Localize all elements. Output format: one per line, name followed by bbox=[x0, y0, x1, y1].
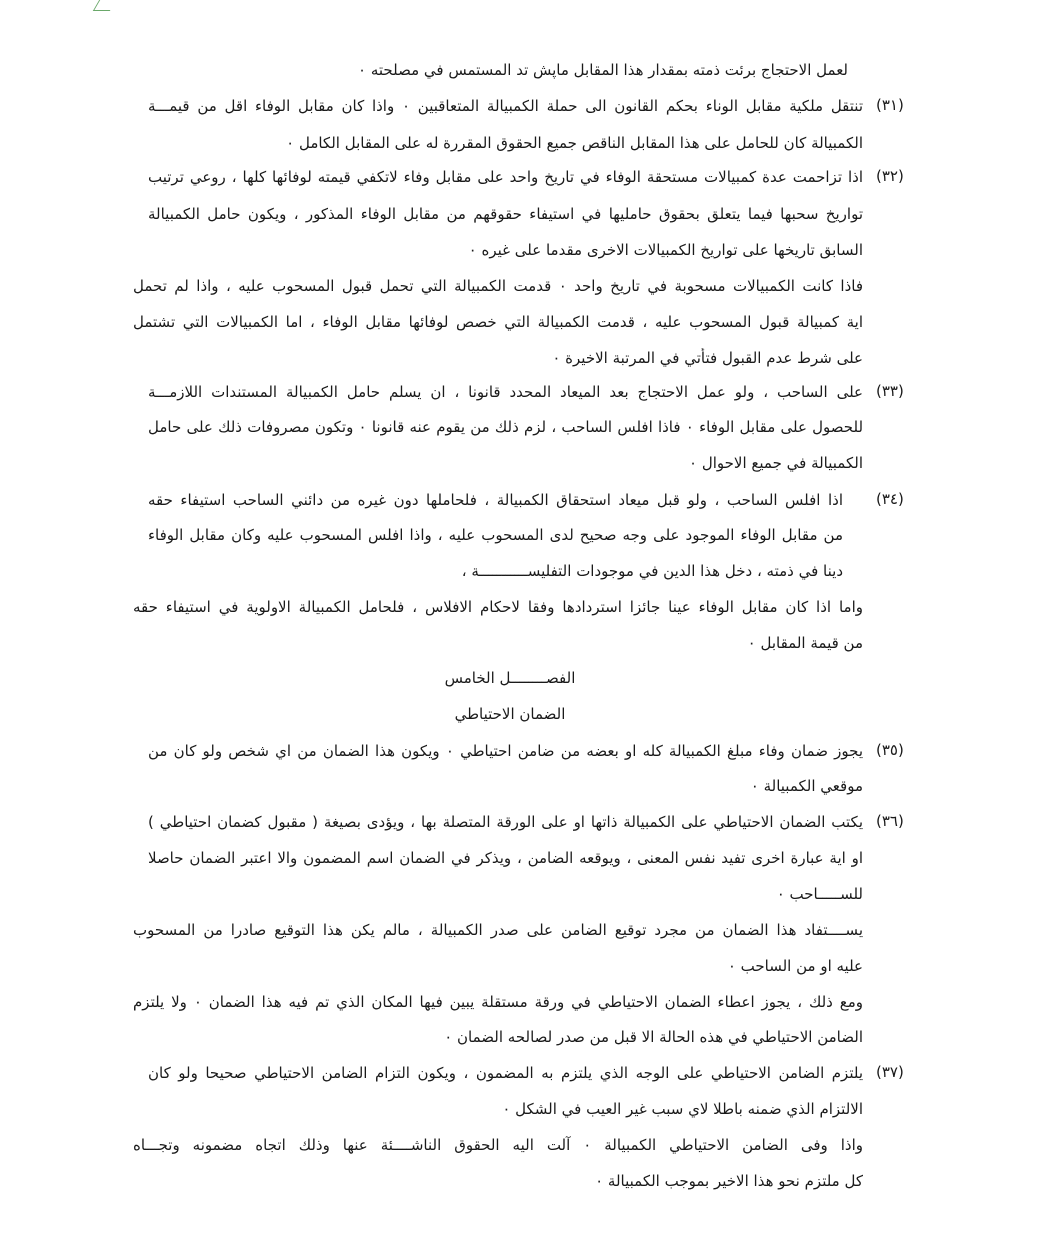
article-number: (٣١) bbox=[876, 96, 904, 114]
text-line: للحصول على مقابل الوفاء ٠ فاذا افلس الساحب ، لزم ذلك من يقوم عنه قانونا ٠ وتكون مصروفات ذلك على حامل bbox=[148, 418, 863, 436]
text-line: اية كمبيالة قبول المسحوب عليه ، قدمت الكمبيالة التي خصص لوفائها مقابل الوفاء ، اما الكمبيالات التي تشتمل bbox=[133, 313, 863, 331]
text-line: واذا وفى الضامن الاحتياطي الكمبيالة ٠ آلت اليه الحقوق الناشــــئة عنها وذلك اتجاه مضمونه وتجـــاه bbox=[133, 1136, 863, 1154]
text-line: الكمبيالة في جميع الاحوال ٠ bbox=[689, 454, 863, 472]
text-line: يســــتفاد هذا الضمان من مجرد توقيع الضامن على صدر الكمبيالة ، مالم يكن هذا التوقيع صادرا من المسحوب bbox=[133, 921, 863, 939]
text-line: الكمبيالة كان للحامل على هذا المقابل الناقص جميع الحقوق المقررة له على المقابل الكامل ٠ bbox=[286, 134, 863, 152]
article-number: (٣٤) bbox=[876, 490, 904, 508]
article-number: (٣٣) bbox=[876, 382, 904, 400]
section-heading: الفصــــــــل الخامس bbox=[444, 669, 576, 687]
text-line: على شرط عدم القبول فتأتي في المرتبة الاخيرة ٠ bbox=[552, 349, 863, 367]
text-line: واما اذا كان مقابل الوفاء عينا جائزا استردادها وفقا لاحكام الافلاس ، فلحامل الكمبيالة الاولوية في استيفاء حقه bbox=[133, 598, 863, 616]
text-line: لعمل الاحتجاج برئت ذمته بمقدار هذا المقابل ماپش تد المستمس في مصلحته ٠ bbox=[358, 61, 848, 79]
article-number: (٣٥) bbox=[876, 741, 904, 759]
text-line: فاذا كانت الكمبيالات مسحوبة في تاريخ واحد ٠ قدمت الكمبيالة التي تحمل قبول المسحوب عليه ، واذا لم تحمل bbox=[133, 277, 863, 295]
text-line: كل ملتزم نحو هذا الاخير بموجب الكمبيالة ٠ bbox=[595, 1172, 863, 1190]
text-line: الضامن الاحتياطي في هذه الحالة الا قبل من صدر لصالحه الضمان ٠ bbox=[444, 1028, 863, 1046]
text-line: عليه او من الساحب ٠ bbox=[727, 957, 863, 975]
article-number: (٣٦) bbox=[876, 812, 904, 830]
text-line: موقعي الكمبيالة ٠ bbox=[750, 777, 863, 795]
text-line: من مقابل الوفاء الموجود على وجه صحيح لدى المسحوب عليه ، واذا افلس المسحوب عليه وكان مقابل الوفاء bbox=[148, 526, 843, 544]
section-subheading: الضمان الاحتياطي bbox=[454, 705, 566, 723]
article-number: (٣٧) bbox=[876, 1063, 904, 1081]
text-line: من قيمة المقابل ٠ bbox=[747, 634, 863, 652]
text-line: يكتب الضمان الاحتياطي على الكمبيالة ذاتها او على الورقة المتصلة بها ، ويؤدى بصيغة ( مقبول كضمان احتياطي ) bbox=[148, 813, 863, 831]
text-line: تواريخ سحبها فيما يتعلق بحقوق حامليها في استيفاء حقوقهم من مقابل الوفاء المذكور ، ويكون حامل الكمبيالة bbox=[148, 205, 863, 223]
text-line: يلتزم الضامن الاحتياطي على الوجه الذي يلتزم به المضمون ، ويكون التزام الضامن الاحتياطي صحيحا ولو كان bbox=[148, 1064, 863, 1082]
text-line: الالتزام الذي ضمنه باطلا لاي سبب غير العيب في الشكل ٠ bbox=[502, 1100, 863, 1118]
text-line: السابق تاريخها على تواريخ الكمبيالات الاخرى مقدما على غيره ٠ bbox=[468, 241, 863, 259]
corner-mark bbox=[93, 0, 116, 11]
text-line: تنتقل ملكية مقابل الوناء بحكم القانون الى حملة الكمبيالة المتعاقبين ٠ واذا كان مقابل الوفاء اقل من قيمـــة bbox=[148, 97, 863, 115]
text-line: او اية عبارة اخرى تفيد نفس المعنى ، ويوقعه الضامن ، ويذكر في الضمان اسم المضمون والا اعتبر الضمان حاصلا bbox=[148, 849, 863, 867]
text-line: ومع ذلك ، يجوز اعطاء الضمان الاحتياطي في ورقة مستقلة يبين فيها المكان الذي تم فيه هذا الضمان ٠ ولا يلتزم bbox=[133, 993, 863, 1011]
text-line: اذا تزاحمت عدة كمبيالات مستحقة الوفاء في تاريخ واحد على مقابل وفاء لاتكفي قيمته لوفائها كلها ، روعي ترتيب bbox=[148, 168, 863, 186]
text-line: دينا في ذمته ، دخل هذا الدين في موجودات التفليســـــــــــة ، bbox=[461, 562, 843, 580]
text-line: يجوز ضمان وفاء مبلغ الكمبيالة كله او بعضه من ضامن احتياطي ٠ ويكون هذا الضمان من اي شخص ولو كان من bbox=[148, 742, 863, 760]
article-number: (٣٢) bbox=[876, 167, 904, 185]
text-line: على الساحب ، ولو عمل الاحتجاج بعد الميعاد المحدد قانونا ، ان يسلم حامل الكمبيالة المستندات اللازمـــة bbox=[148, 383, 863, 401]
text-line: للســـــاحب ٠ bbox=[776, 885, 863, 903]
text-line: اذا افلس الساحب ، ولو قبل ميعاد استحقاق الكمبيالة ، فلحاملها دون غيره من دائني الساحب استيفاء حقه bbox=[148, 491, 843, 509]
